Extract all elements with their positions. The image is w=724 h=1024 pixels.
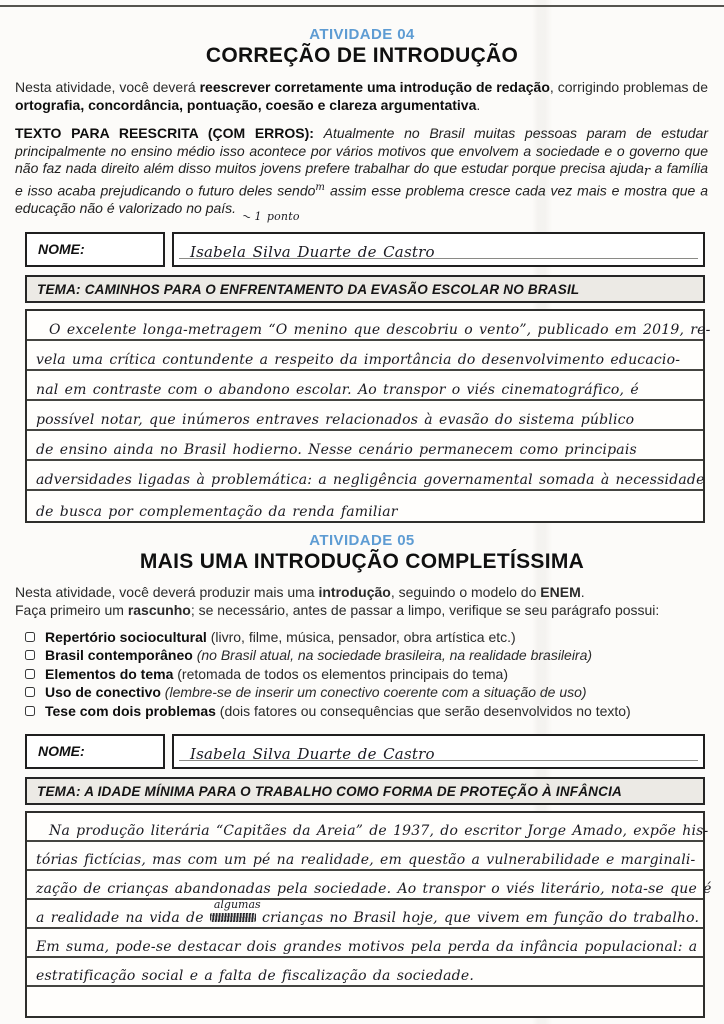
checklist-item-text: Uso de conectivo (lembre-se de inserir um conectivo coerente com a situação de uso): [45, 684, 587, 701]
writing-line: [27, 401, 703, 431]
handwritten-correction-r: r: [643, 164, 651, 180]
handwriting-text: possível notar, que inúmeros entraves relacionados à evasão do sistema público: [36, 411, 635, 428]
name-field-row: [25, 734, 705, 769]
paragraph-checklist: [20, 628, 708, 721]
inserted-word: algumas: [213, 897, 261, 911]
error-text: a família e isso acaba prejudicando o futuro deles sendo: [15, 160, 708, 199]
emphasis-text: rascunho: [127, 601, 191, 618]
handwriting-text: Na produção literária “Capitães da Areia” de 1937, do escritor Jorge Amado, expõe his-: [49, 822, 709, 839]
page-top-rule: [0, 5, 724, 7]
checkbox-icon: [25, 687, 35, 697]
name-label: NOME:: [38, 743, 85, 760]
handwriting-text: adversidades ligadas à problemática: a negligência governamental somada à necessidade: [36, 471, 705, 488]
activity5-title: MAIS UMA INTRODUÇÃO COMPLETÍSSIMA: [139, 549, 585, 573]
writing-line: [27, 341, 703, 371]
score-annotation: ~1 ponto: [242, 208, 300, 226]
error-text: assim esse problema cresce cada vez mais e mostra que a educação não é valorizado no país.: [15, 182, 708, 217]
checklist-item-text: Tese com dois problemas (dois fatores ou consequências que serão desenvolvidos no texto): [45, 703, 631, 719]
error-text: Atualmente no Brasil muitas pessoas param de estudar principalmente no ensino médio isso acontece por vários motivos que envolvem a sociedade e o governo que não faz nada direito além disso muitos jovens prefere trabalhar do que estudar porque precisa ajuda: [15, 125, 708, 177]
handwriting-text: a realidade na vida de algumas crianças no Brasil hoje, que vivem em função do trabalho.: [36, 897, 700, 926]
checkbox-icon: [25, 650, 35, 660]
name-label-box: [25, 734, 165, 769]
writing-line: [27, 897, 703, 929]
writing-line: [27, 987, 703, 1016]
activity4-label: ATIVIDADE 04: [309, 26, 415, 43]
correction-mark-icon: ~: [240, 208, 254, 225]
name-label-box: [25, 232, 165, 267]
handwritten-correction-m: m: [315, 181, 326, 193]
scribble-mark-icon: [210, 913, 256, 922]
emphasis-text: reescrever corretamente uma introdução de redação: [199, 79, 550, 95]
writing-line: [27, 371, 703, 401]
checkbox-icon: [25, 706, 35, 716]
writing-line: [27, 842, 703, 871]
activity5-label: ATIVIDADE 05: [309, 531, 415, 549]
handwriting-text: de busca por complementação da renda familiar: [36, 503, 398, 520]
writing-line: [27, 929, 703, 958]
emphasis-text: introdução: [318, 583, 391, 600]
activity4-title: CORREÇÃO DE INTRODUÇÃO: [205, 44, 519, 67]
handwriting-text: vela uma crítica contundente a respeito da importância do desenvolvimento educacio-: [36, 351, 681, 368]
emphasis-text: ortografia, concordância, pontuação, coesão e clareza argumentativa: [15, 96, 477, 113]
activity5-writing-area: [25, 811, 712, 1018]
checklist-item-text: Elementos do tema (retomada de todos os elementos principais do tema): [45, 665, 508, 682]
emphasis-text: ENEM: [540, 583, 581, 600]
activity5-instructions: Nesta atividade, você deverá produzir mais uma introdução, seguindo o modelo do ENEM. Faça primeiro um rascunho; se necessário, antes de passar a limpo, verifique se seu parágrafo possui:: [15, 583, 660, 618]
writing-line: [27, 311, 711, 341]
writing-line: [27, 431, 703, 461]
handwriting-text: O excelente longa-metragem “O menino que descobriu o vento”, publicado em 2019, re-: [49, 321, 711, 338]
activity4-instructions: Nesta atividade, você deverá reescrever corretamente uma introdução de redação, corrigindo problemas de ortografia, concordância, pontuação, coesão e clareza argumentativa.: [15, 79, 708, 113]
handwriting-text: tórias fictícias, mas com um pé na realidade, em questão a vulnerabilidade e marginali-: [36, 851, 696, 868]
checkbox-icon: [25, 632, 35, 642]
handwriting-text: nal em contraste com o abandono escolar. Ao transpor o viés cinematográfico, é: [36, 381, 639, 398]
handwritten-name: Isabela Silva Duarte de Castro: [190, 744, 435, 763]
checklist-item-text: Brasil contemporâneo (no Brasil atual, na sociedade brasileira, na realidade brasileira): [45, 647, 593, 664]
handwriting-text: zação de crianças abandonadas pela sociedade. Ao transpor o viés literário, nota-se que é: [36, 880, 712, 897]
rewrite-text-paragraph: [15, 125, 708, 225]
activity4-writing-area: [25, 309, 711, 523]
writing-line: [27, 958, 703, 987]
name-label: NOME:: [38, 241, 85, 258]
checklist-item: [20, 628, 708, 647]
handwriting-text: de ensino ainda no Brasil hodierno. Nesse cenário permanecem como principais: [36, 441, 637, 458]
handwritten-name: Isabela Silva Duarte de Castro: [190, 242, 435, 261]
checkbox-icon: [25, 669, 35, 679]
name-field: [172, 232, 705, 267]
crossed-out-word: [210, 897, 261, 925]
rewrite-label: TEXTO PARA REESCRITA (ÇOM ERROS):: [15, 125, 314, 141]
checklist-item: [20, 646, 708, 665]
handwriting-text: Em suma, pode-se destacar dois grandes motivos pela perda da infância populacional: a: [36, 938, 698, 955]
checklist-item: [20, 665, 708, 684]
handwriting-text: estratificação social e a falta de fiscalização da sociedade.: [36, 967, 474, 984]
writing-line: [27, 813, 709, 842]
activity4-theme-banner: TEMA: CAMINHOS PARA O ENFRENTAMENTO DA EVASÃO ESCOLAR NO BRASIL: [25, 275, 705, 303]
checklist-item: [20, 702, 708, 721]
checklist-item: [20, 683, 708, 702]
checklist-item-text: Repertório sociocultural (livro, filme, música, pensador, obra artística etc.): [45, 628, 516, 645]
name-field-row: [25, 232, 705, 267]
writing-line: [27, 461, 703, 491]
activity5-theme-banner: TEMA: A IDADE MÍNIMA PARA O TRABALHO COMO FORMA DE PROTEÇÃO À INFÂNCIA: [25, 777, 705, 805]
name-field: [172, 734, 705, 769]
writing-line: [27, 491, 703, 521]
writing-line: [27, 871, 712, 900]
